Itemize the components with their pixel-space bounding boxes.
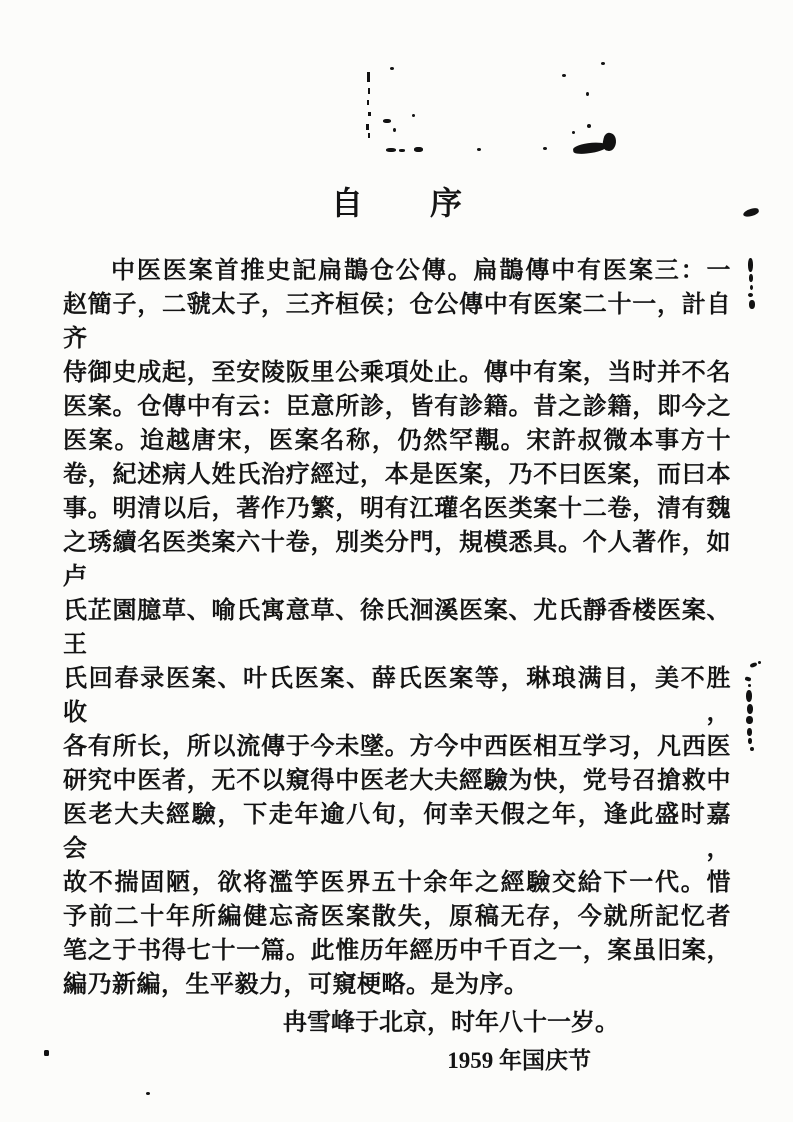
ink-smudge <box>750 285 753 290</box>
ink-smudge <box>746 716 753 724</box>
text-line: 赵簡子，二虢太子，三齐桓侯；仓公傳中有医案二十一，計自齐 <box>63 292 731 352</box>
preface-body <box>63 254 731 1002</box>
ink-smudge <box>601 132 617 152</box>
text-line: 医老大夫經驗，下走年逾八旬，何幸天假之年，逢此盛时嘉会， <box>63 802 731 862</box>
text-line: 卷，紀述病人姓氏治疗經过，本是医案，乃不曰医案，而曰本 <box>63 462 731 488</box>
ink-smudge <box>742 207 759 218</box>
ink-smudge <box>367 100 369 105</box>
ink-smudge <box>477 148 481 151</box>
text-line: 事。明清以后，著作乃繁，明有江瓘名医类案十二卷，清有魏 <box>63 496 731 522</box>
preface-content <box>63 178 731 1076</box>
ink-smudge <box>562 74 566 77</box>
ink-smudge <box>44 1050 49 1056</box>
ink-smudge <box>747 704 753 714</box>
signature-line: 冉雪峰于北京，时年八十一岁。 <box>283 1010 619 1036</box>
ink-smudge <box>146 1092 150 1095</box>
ink-smudge <box>586 92 589 96</box>
ink-smudge <box>368 133 370 138</box>
text-line: 医案。仓傳中有云：臣意所診，皆有診籍。昔之診籍，即今之 <box>63 394 731 420</box>
ink-smudge <box>366 124 369 130</box>
ink-smudge <box>412 114 415 117</box>
ink-smudge <box>749 300 755 309</box>
ink-smudge <box>745 676 752 681</box>
ink-smudge <box>601 62 605 65</box>
ink-smudge <box>386 148 396 152</box>
page-title: 自 序 <box>330 185 463 221</box>
text-line: 氏芷園臆草、喻氏寓意草、徐氏洄溪医案、尤氏靜香楼医案、王 <box>63 598 731 658</box>
ink-smudge <box>572 131 575 134</box>
ink-smudge <box>414 147 423 152</box>
ink-smudge <box>748 293 753 297</box>
ink-smudge <box>748 738 752 744</box>
ink-smudge <box>746 690 752 702</box>
ink-smudge <box>367 72 370 82</box>
text-line: 侍御史成起，至安陵阪里公乘項处止。傳中有案，当时并不名 <box>63 360 731 386</box>
ink-smudge <box>368 112 371 116</box>
text-line: 故不揣固陋，欲将濫竽医界五十余年之經驗交給下一代。惜 <box>63 870 731 896</box>
ink-smudge <box>543 147 547 150</box>
ink-smudge <box>748 258 753 272</box>
text-line: 氏回春录医案、叶氏医案、薛氏医案等，琳琅满目，美不胜收， <box>63 666 731 726</box>
date-line: 1959 年国庆节 <box>447 1048 591 1073</box>
ink-smudge <box>747 728 752 736</box>
ink-smudge <box>390 67 394 70</box>
ink-smudge <box>758 661 761 664</box>
text-line: 中医医案首推史記扁鵲仓公傳。扁鵲傳中有医案三：一 <box>111 258 731 284</box>
text-line: 研究中医者，无不以窺得中医老大夫經驗为快，党号召搶救中 <box>63 768 731 794</box>
text-line: 之琇續名医类案六十卷，別类分門，規模悉具。个人著作，如卢 <box>63 530 731 590</box>
ink-smudge <box>748 684 751 687</box>
ink-smudge <box>587 124 591 128</box>
text-line: 編乃新編，生平毅力，可窺梗略。是为序。 <box>63 972 529 998</box>
ink-smudge <box>383 119 391 123</box>
ink-smudge <box>749 274 753 282</box>
ink-smudge <box>399 149 405 152</box>
text-line: 予前二十年所編健忘斋医案散失，原稿无存，今就所記忆者 <box>63 904 731 930</box>
text-line: 医案。迨越唐宋，医案名称，仍然罕覯。宋許叔微本事方十 <box>63 428 731 454</box>
text-line: 笔之于书得七十一篇。此惟历年經历中千百之一，案虽旧案， <box>63 938 731 964</box>
ink-smudge <box>750 747 754 751</box>
text-line: 各有所长，所以流傳于今未墜。方今中西医相互学习，凡西医 <box>63 734 731 760</box>
ink-smudge <box>750 662 758 668</box>
ink-smudge <box>393 128 396 132</box>
ink-smudge <box>368 88 370 94</box>
